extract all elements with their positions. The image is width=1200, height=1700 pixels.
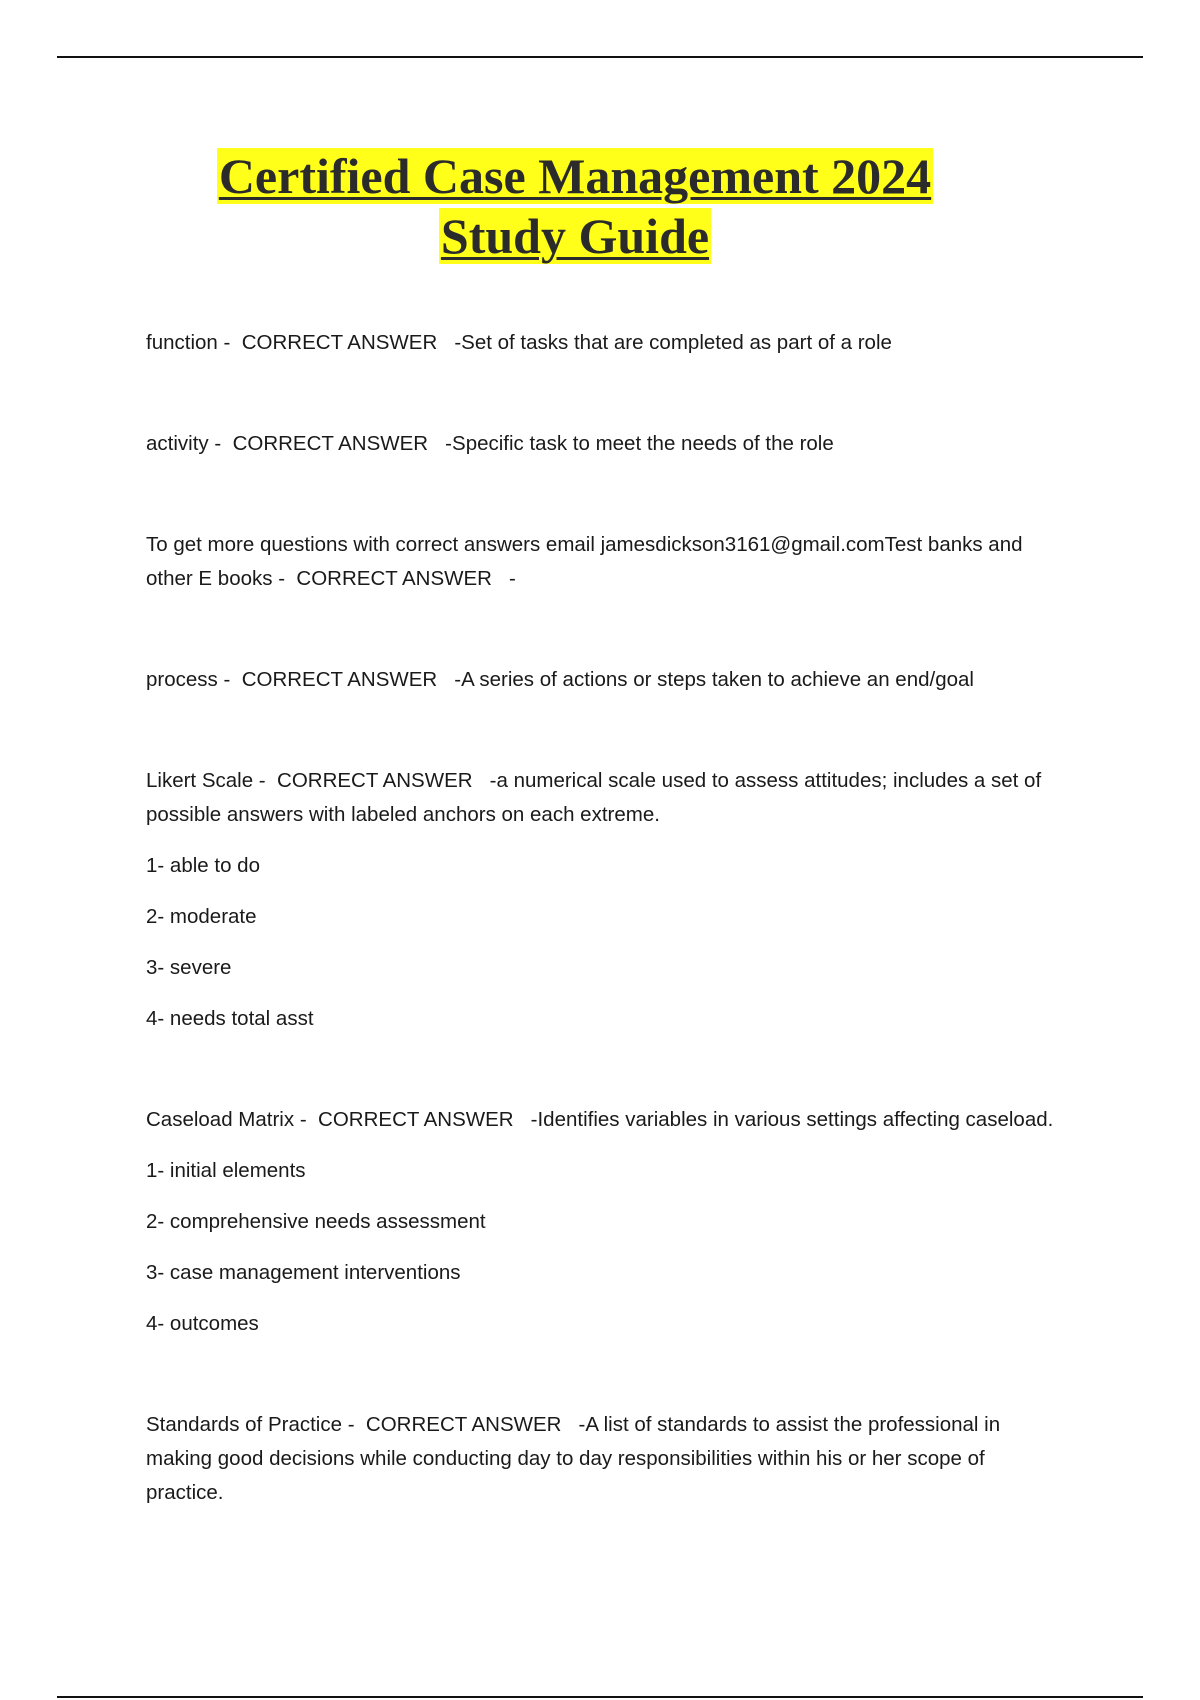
term: process <box>146 668 218 691</box>
title-line-2: Study Guide <box>440 208 710 264</box>
flashcard-entry <box>146 1408 1066 1510</box>
flashcard-entry <box>146 663 1066 697</box>
list-item: 3- severe <box>146 956 232 979</box>
list-item: 1- initial elements <box>146 1159 306 1182</box>
term: function <box>146 331 218 354</box>
list-item: 4- outcomes <box>146 1312 259 1335</box>
answer-marker: - CORRECT ANSWER - <box>342 1413 586 1436</box>
flashcard-list <box>146 326 1066 1577</box>
definition: Identifies variables in various settings affecting caseload. <box>537 1108 1054 1131</box>
answer-marker: - CORRECT ANSWER - <box>208 432 453 455</box>
answer-marker: - CORRECT ANSWER - <box>294 1108 538 1131</box>
matrix-list <box>146 1154 1066 1341</box>
header-rule <box>57 56 1143 58</box>
list-item: 1- able to do <box>146 854 260 877</box>
flashcard-entry <box>146 427 1066 461</box>
footer-rule <box>57 1696 1143 1698</box>
flashcard-entry <box>146 1103 1066 1341</box>
definition: a numerical scale used to assess attitudes; includes a set of possible answers with labeled anchors on each extreme. <box>146 769 1042 826</box>
answer-marker: - CORRECT ANSWER - <box>217 668 462 691</box>
scale-list <box>146 849 1066 1036</box>
answer-marker: - CORRECT ANSWER - <box>217 331 462 354</box>
flashcard-entry <box>146 326 1066 360</box>
term: Standards of Practice <box>146 1413 342 1436</box>
definition: Set of tasks that are completed as part of a role <box>461 331 892 354</box>
term: To get more questions with correct answers email jamesdickson3161@gmail.comTest banks and other E books <box>146 533 1023 590</box>
list-item: 2- comprehensive needs assessment <box>146 1210 486 1233</box>
term: Likert Scale <box>146 769 254 792</box>
flashcard-entry <box>146 764 1066 1036</box>
term: Caseload Matrix <box>146 1108 295 1131</box>
flashcard-entry <box>146 528 1066 596</box>
list-item: 3- case management interventions <box>146 1261 461 1284</box>
document-title <box>0 146 1150 266</box>
answer-marker: - CORRECT ANSWER - <box>272 567 516 590</box>
answer-marker: - CORRECT ANSWER - <box>253 769 497 792</box>
title-line-1: Certified Case Management 2024 <box>218 148 932 204</box>
definition: A series of actions or steps taken to achieve an end/goal <box>461 668 974 691</box>
list-item: 2- moderate <box>146 905 257 928</box>
definition: Specific task to meet the needs of the role <box>452 432 834 455</box>
term: activity <box>146 432 209 455</box>
list-item: 4- needs total asst <box>146 1007 314 1030</box>
definition: A list of standards to assist the professional in making good decisions while conducting day to day responsibilities within his or her scope of practice. <box>146 1413 1001 1504</box>
